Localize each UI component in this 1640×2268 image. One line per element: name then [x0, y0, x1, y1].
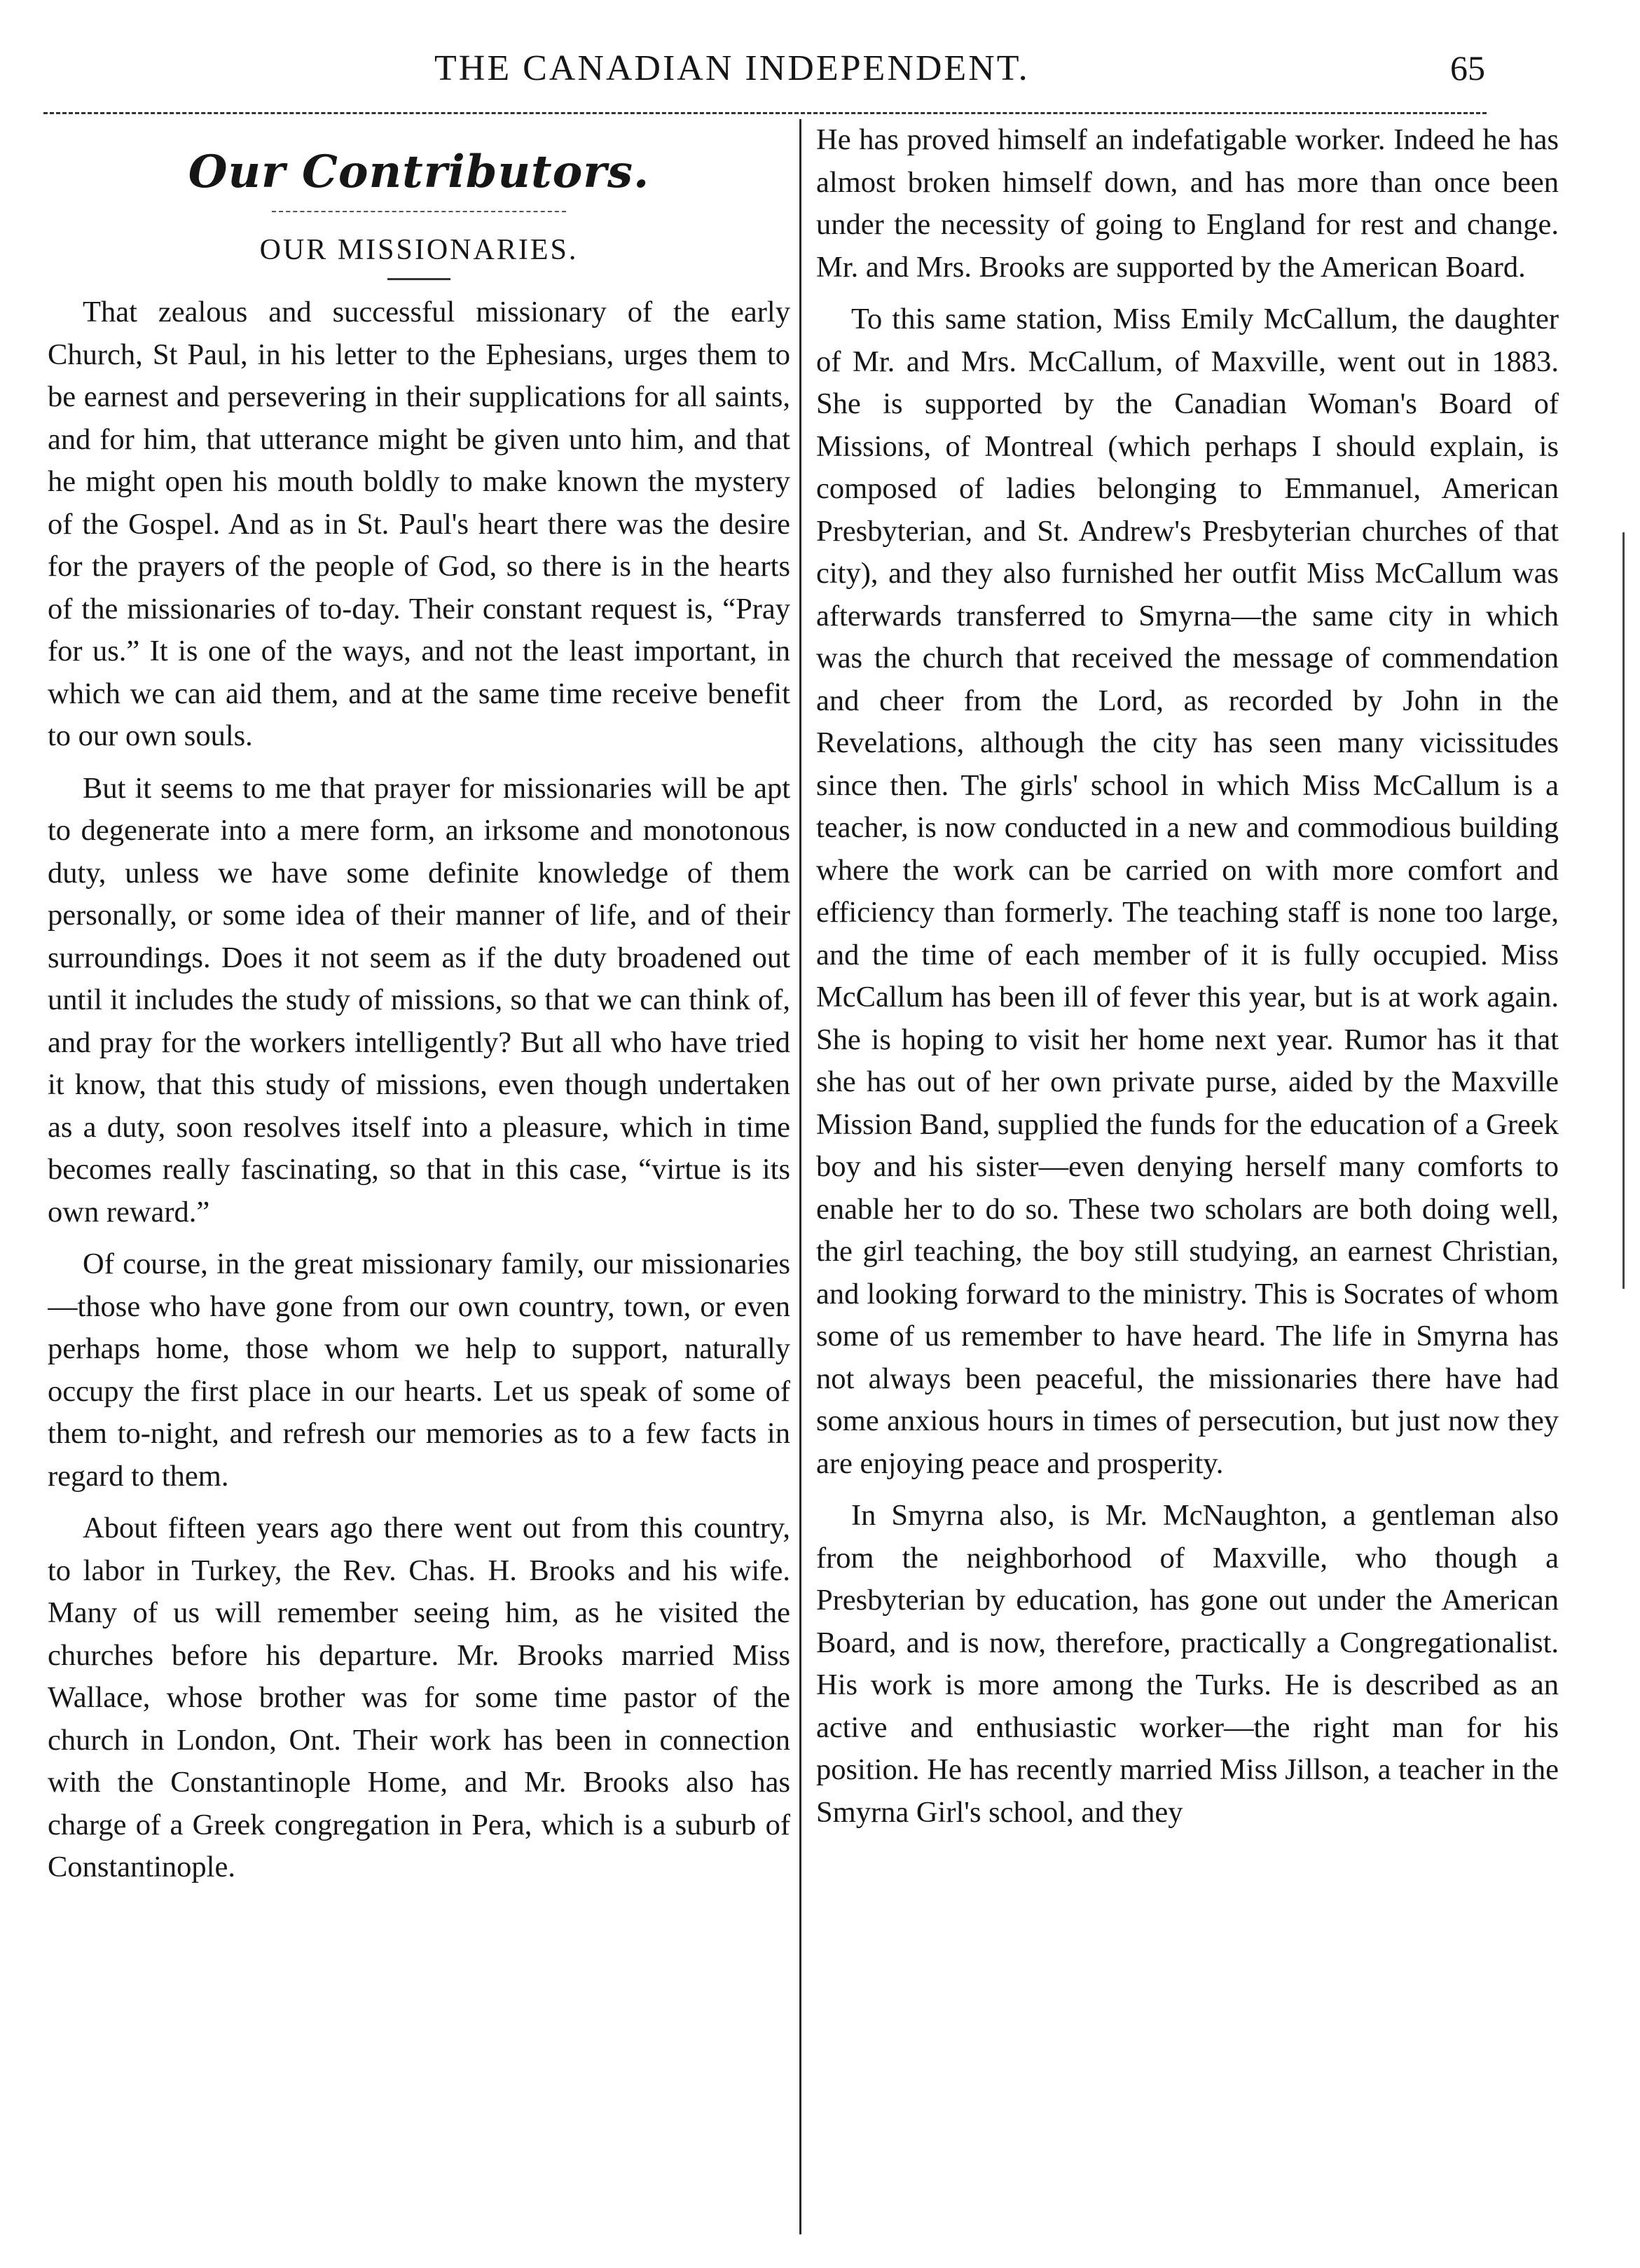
paragraph: That zealous and successful missionary of the early Church, St Paul, in his letter to the Ephesians, urges them to be earnest and persevering in their supplications for all saints, and for him, that utterance might be given unto him, and that he might open his mouth boldly to make known the mystery of the Gospel. And as in St. Paul's heart there was the desire for the prayers of the people of God, so there is in the hearts of the missionaries of to-day. Their constant request is, “Pray for us.” It is one of the ways, and not the least important, in which we can aid them, and at the same time receive benefit to our own souls.	[48, 296, 790, 752]
running-head	[42, 48, 1485, 104]
journal-title: THE CANADIAN INDEPENDENT.	[434, 48, 1030, 88]
paragraph: In Smyrna also, is Mr. McNaughton, a gentleman also from the neighborhood of Maxville, who though a Presbyterian by education, has gone out under the American Board, and is now, therefore, practically a Congregationalist. His work is more among the Turks. He is described as an active and enthusiastic worker—the right man for his position. He has recently married Miss Jillson, a teacher in the Smyrna Girl's school, and they	[816, 1499, 1559, 1829]
article-title: OUR MISSIONARIES.	[259, 234, 579, 266]
column-divider	[799, 119, 801, 2234]
margin-rule	[1622, 532, 1625, 1289]
section-title-rule	[272, 211, 566, 212]
article-title-rule	[387, 278, 450, 280]
section-title: Our Contributors.	[188, 146, 650, 198]
paragraph: But it seems to me that prayer for missionaries will be apt to degenerate into a mere form, an irksome and monotonous duty, unless we have some definite knowledge of them personally, or some idea of their manner of life, and of their surroundings. Does it not seem as if the duty broadened out until it includes the study of missions, so that we can think of, and pray for the workers intelligently? But all who have tried it know, that this study of missions, even though undertaken as a duty, soon resolves itself into a pleasure, which in time becomes really fascinating, so that in this case, “virtue is its own reward.”	[48, 771, 790, 1229]
page-number: 65	[1450, 48, 1485, 88]
header-rule	[43, 112, 1487, 114]
paragraph-continued: He has proved himself an indefatigable worker. Indeed he has almost broken himself down, and has more than once been under the necessity of going to England for rest and change. Mr. and Mrs. Brooks are supported by the American Board.	[816, 123, 1559, 284]
right-column	[816, 119, 1559, 2241]
paragraph: Of course, in the great missionary family, our missionaries—those who have gone from our own country, town, or even perhaps home, those whom we help to support, naturally occupy the first place in our hearts. Let us speak of some of them to-night, and refresh our memories as to a few facts in regard to them.	[48, 1247, 790, 1493]
left-column	[48, 119, 790, 2241]
paragraph: About fifteen years ago there went out from this country, to labor in Turkey, the Rev. Chas. H. Brooks and his wife. Many of us will remember seeing him, as he visited the churches before his departure. Mr. Brooks married Miss Wallace, whose brother was for some time pastor of the church in London, Ont. Their work has been in connection with the Constantinople Home, and Mr. Brooks also has charge of a Greek congregation in Pera, which is a suburb of Constantinople.	[48, 1512, 790, 1883]
paragraph: To this same station, Miss Emily McCallum, the daughter of Mr. and Mrs. McCallum, of Maxville, went out in 1883. She is supported by the Canadian Woman's Board of Missions, of Montreal (which perhaps I should explain, is composed of ladies belonging to Emmanuel, American Presbyterian, and St. Andrew's Presbyterian churches of that city), and they also furnished her outfit Miss McCallum was afterwards transferred to Smyrna—the same city in which was the church that received the message of commendation and cheer from the Lord, as recorded by John in the Revelations, although the city has seen many vicissitudes since then. The girls' school in which Miss McCallum is a teacher, is now conducted in a new and commodious building where the work can be carried on with more comfort and efficiency than formerly. The teaching staff is none too large, and the time of each member of it is fully occupied. Miss McCallum has been ill of fever this year, but is at work again. She is hoping to visit her home next year. Rumor has it that she has out of her own private purse, aided by the Maxville Mission Band, supplied the funds for the education of a Greek boy and his sister—even denying herself many comforts to enable her to do so. These two scholars are both doing well, the girl teaching, the boy still studying, an earnest Christian, and looking forward to the ministry. This is Socrates of whom some of us remember to have heard. The life in Smyrna has not always been peaceful, the missionaries there have had some anxious hours in times of persecution, but just now they are enjoying peace and prosperity.	[816, 303, 1559, 1480]
